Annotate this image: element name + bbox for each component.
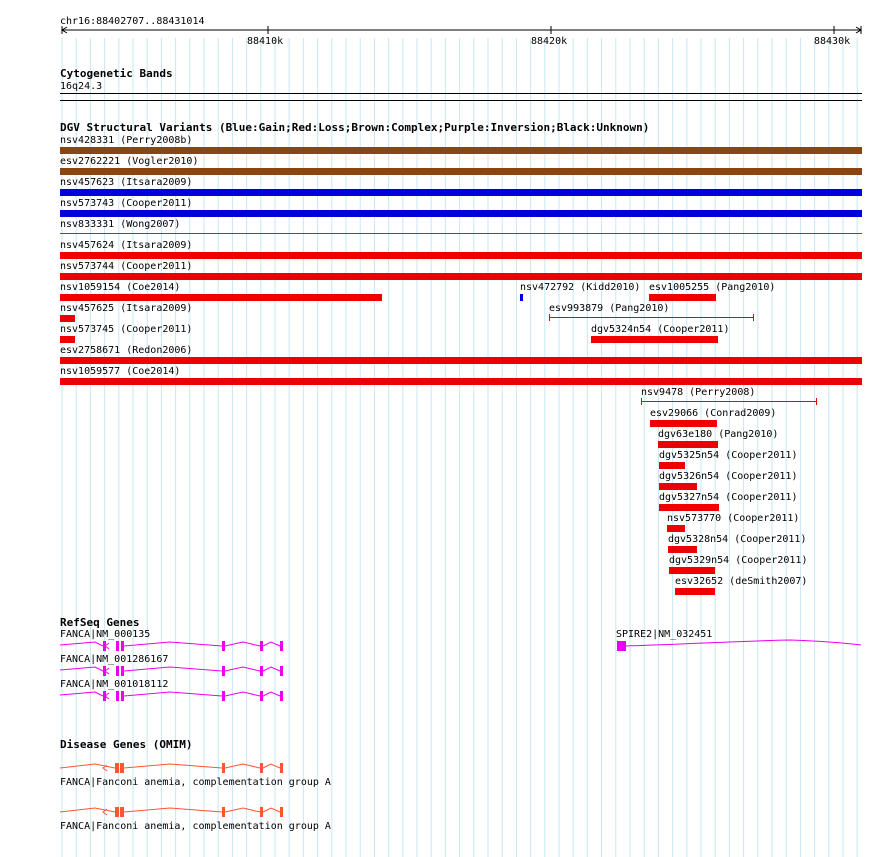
variant-bar[interactable]: [60, 336, 75, 343]
variant-bar[interactable]: [659, 504, 719, 511]
variant-label[interactable]: dgv5325n54 (Cooper2011): [659, 450, 798, 461]
variant-label[interactable]: dgv5328n54 (Cooper2011): [668, 534, 807, 545]
variant-label[interactable]: nsv472792 (Kidd2010): [520, 282, 641, 293]
variant-label[interactable]: nsv573743 (Cooper2011): [60, 198, 193, 209]
variant-bar[interactable]: [60, 273, 862, 280]
variant-label[interactable]: nsv833331 (Wong2007): [60, 219, 181, 230]
variant-bar[interactable]: [60, 378, 862, 385]
variant-bar[interactable]: [60, 294, 382, 301]
variant-bar[interactable]: [668, 546, 697, 553]
gene-model-fanca-1[interactable]: [0, 640, 300, 652]
cytoband-label: 16q24.3: [60, 81, 103, 92]
variant-bar[interactable]: [60, 147, 862, 154]
omim-label[interactable]: FANCA|Fanconi anemia, complementation group A: [60, 821, 331, 832]
gene-model-omim-2[interactable]: [0, 806, 300, 818]
variant-bar[interactable]: [60, 189, 862, 196]
variant-label[interactable]: esv32652 (deSmith2007): [675, 576, 808, 587]
variant-bar[interactable]: [60, 315, 75, 322]
variant-bar[interactable]: [60, 233, 862, 234]
variant-bar[interactable]: [667, 525, 685, 532]
region-label: chr16:88402707..88431014: [60, 16, 205, 27]
variant-label[interactable]: dgv63e180 (Pang2010): [658, 429, 779, 440]
gene-model-spire2[interactable]: [600, 640, 870, 654]
variant-label[interactable]: nsv457624 (Itsara2009): [60, 240, 193, 251]
variant-bar[interactable]: [60, 357, 862, 364]
variant-bar[interactable]: [591, 336, 718, 343]
variant-bar[interactable]: [60, 168, 862, 175]
tick-label-88420k: 88420k: [531, 36, 568, 47]
variant-label[interactable]: nsv457625 (Itsara2009): [60, 303, 193, 314]
variant-label[interactable]: nsv573770 (Cooper2011): [667, 513, 800, 524]
variant-label[interactable]: esv2762221 (Vogler2010): [60, 156, 199, 167]
variant-label[interactable]: dgv5327n54 (Cooper2011): [659, 492, 798, 503]
variant-label[interactable]: dgv5324n54 (Cooper2011): [591, 324, 730, 335]
gene-label[interactable]: FANCA|NM_000135: [60, 629, 151, 640]
variant-bar[interactable]: [659, 462, 685, 469]
ruler: [0, 0, 890, 40]
variant-range[interactable]: [641, 397, 817, 406]
tick-label-88410k: 88410k: [247, 36, 284, 47]
gene-label[interactable]: FANCA|NM_001018112: [60, 679, 169, 690]
variant-bar[interactable]: [520, 294, 523, 301]
gene-model-fanca-2[interactable]: [0, 665, 300, 677]
variant-bar[interactable]: [669, 567, 715, 574]
variant-label[interactable]: dgv5329n54 (Cooper2011): [669, 555, 808, 566]
track-title-cytobands[interactable]: Cytogenetic Bands: [60, 67, 173, 80]
tick-label-88430k: 88430k: [814, 36, 851, 47]
variant-label[interactable]: nsv457623 (Itsara2009): [60, 177, 193, 188]
track-title-omim[interactable]: Disease Genes (OMIM): [60, 738, 193, 751]
track-title-refseq[interactable]: RefSeq Genes: [60, 616, 140, 629]
variant-bar[interactable]: [658, 441, 718, 448]
track-title-dgv[interactable]: DGV Structural Variants (Blue:Gain;Red:Loss;Brown:Complex;Purple:Inversion;Black:Unknown): [60, 121, 650, 134]
variant-label[interactable]: esv29066 (Conrad2009): [650, 408, 777, 419]
variant-bar[interactable]: [649, 294, 716, 301]
variant-bar[interactable]: [650, 420, 717, 427]
variant-bar[interactable]: [60, 252, 862, 259]
variant-label[interactable]: nsv9478 (Perry2008): [641, 387, 756, 398]
variant-label[interactable]: nsv428331 (Perry2008b): [60, 135, 193, 146]
variant-label[interactable]: dgv5326n54 (Cooper2011): [659, 471, 798, 482]
variant-label[interactable]: nsv573745 (Cooper2011): [60, 324, 193, 335]
variant-label[interactable]: esv993879 (Pang2010): [549, 303, 670, 314]
variant-label[interactable]: esv1005255 (Pang2010): [649, 282, 776, 293]
variant-bar[interactable]: [675, 588, 715, 595]
variant-bar[interactable]: [60, 210, 862, 217]
variant-label[interactable]: nsv1059154 (Coe2014): [60, 282, 181, 293]
cytoband-bar[interactable]: [60, 93, 862, 94]
gene-model-fanca-3[interactable]: [0, 690, 300, 702]
gene-label[interactable]: SPIRE2|NM_032451: [616, 629, 713, 640]
variant-bar[interactable]: [659, 483, 697, 490]
gene-model-omim-1[interactable]: [0, 762, 300, 774]
gene-label[interactable]: FANCA|NM_001286167: [60, 654, 169, 665]
track-divider: [60, 100, 862, 101]
variant-label[interactable]: nsv573744 (Cooper2011): [60, 261, 193, 272]
variant-label[interactable]: esv2758671 (Redon2006): [60, 345, 193, 356]
variant-range[interactable]: [549, 313, 754, 322]
omim-label[interactable]: FANCA|Fanconi anemia, complementation group A: [60, 777, 331, 788]
variant-label[interactable]: nsv1059577 (Coe2014): [60, 366, 181, 377]
